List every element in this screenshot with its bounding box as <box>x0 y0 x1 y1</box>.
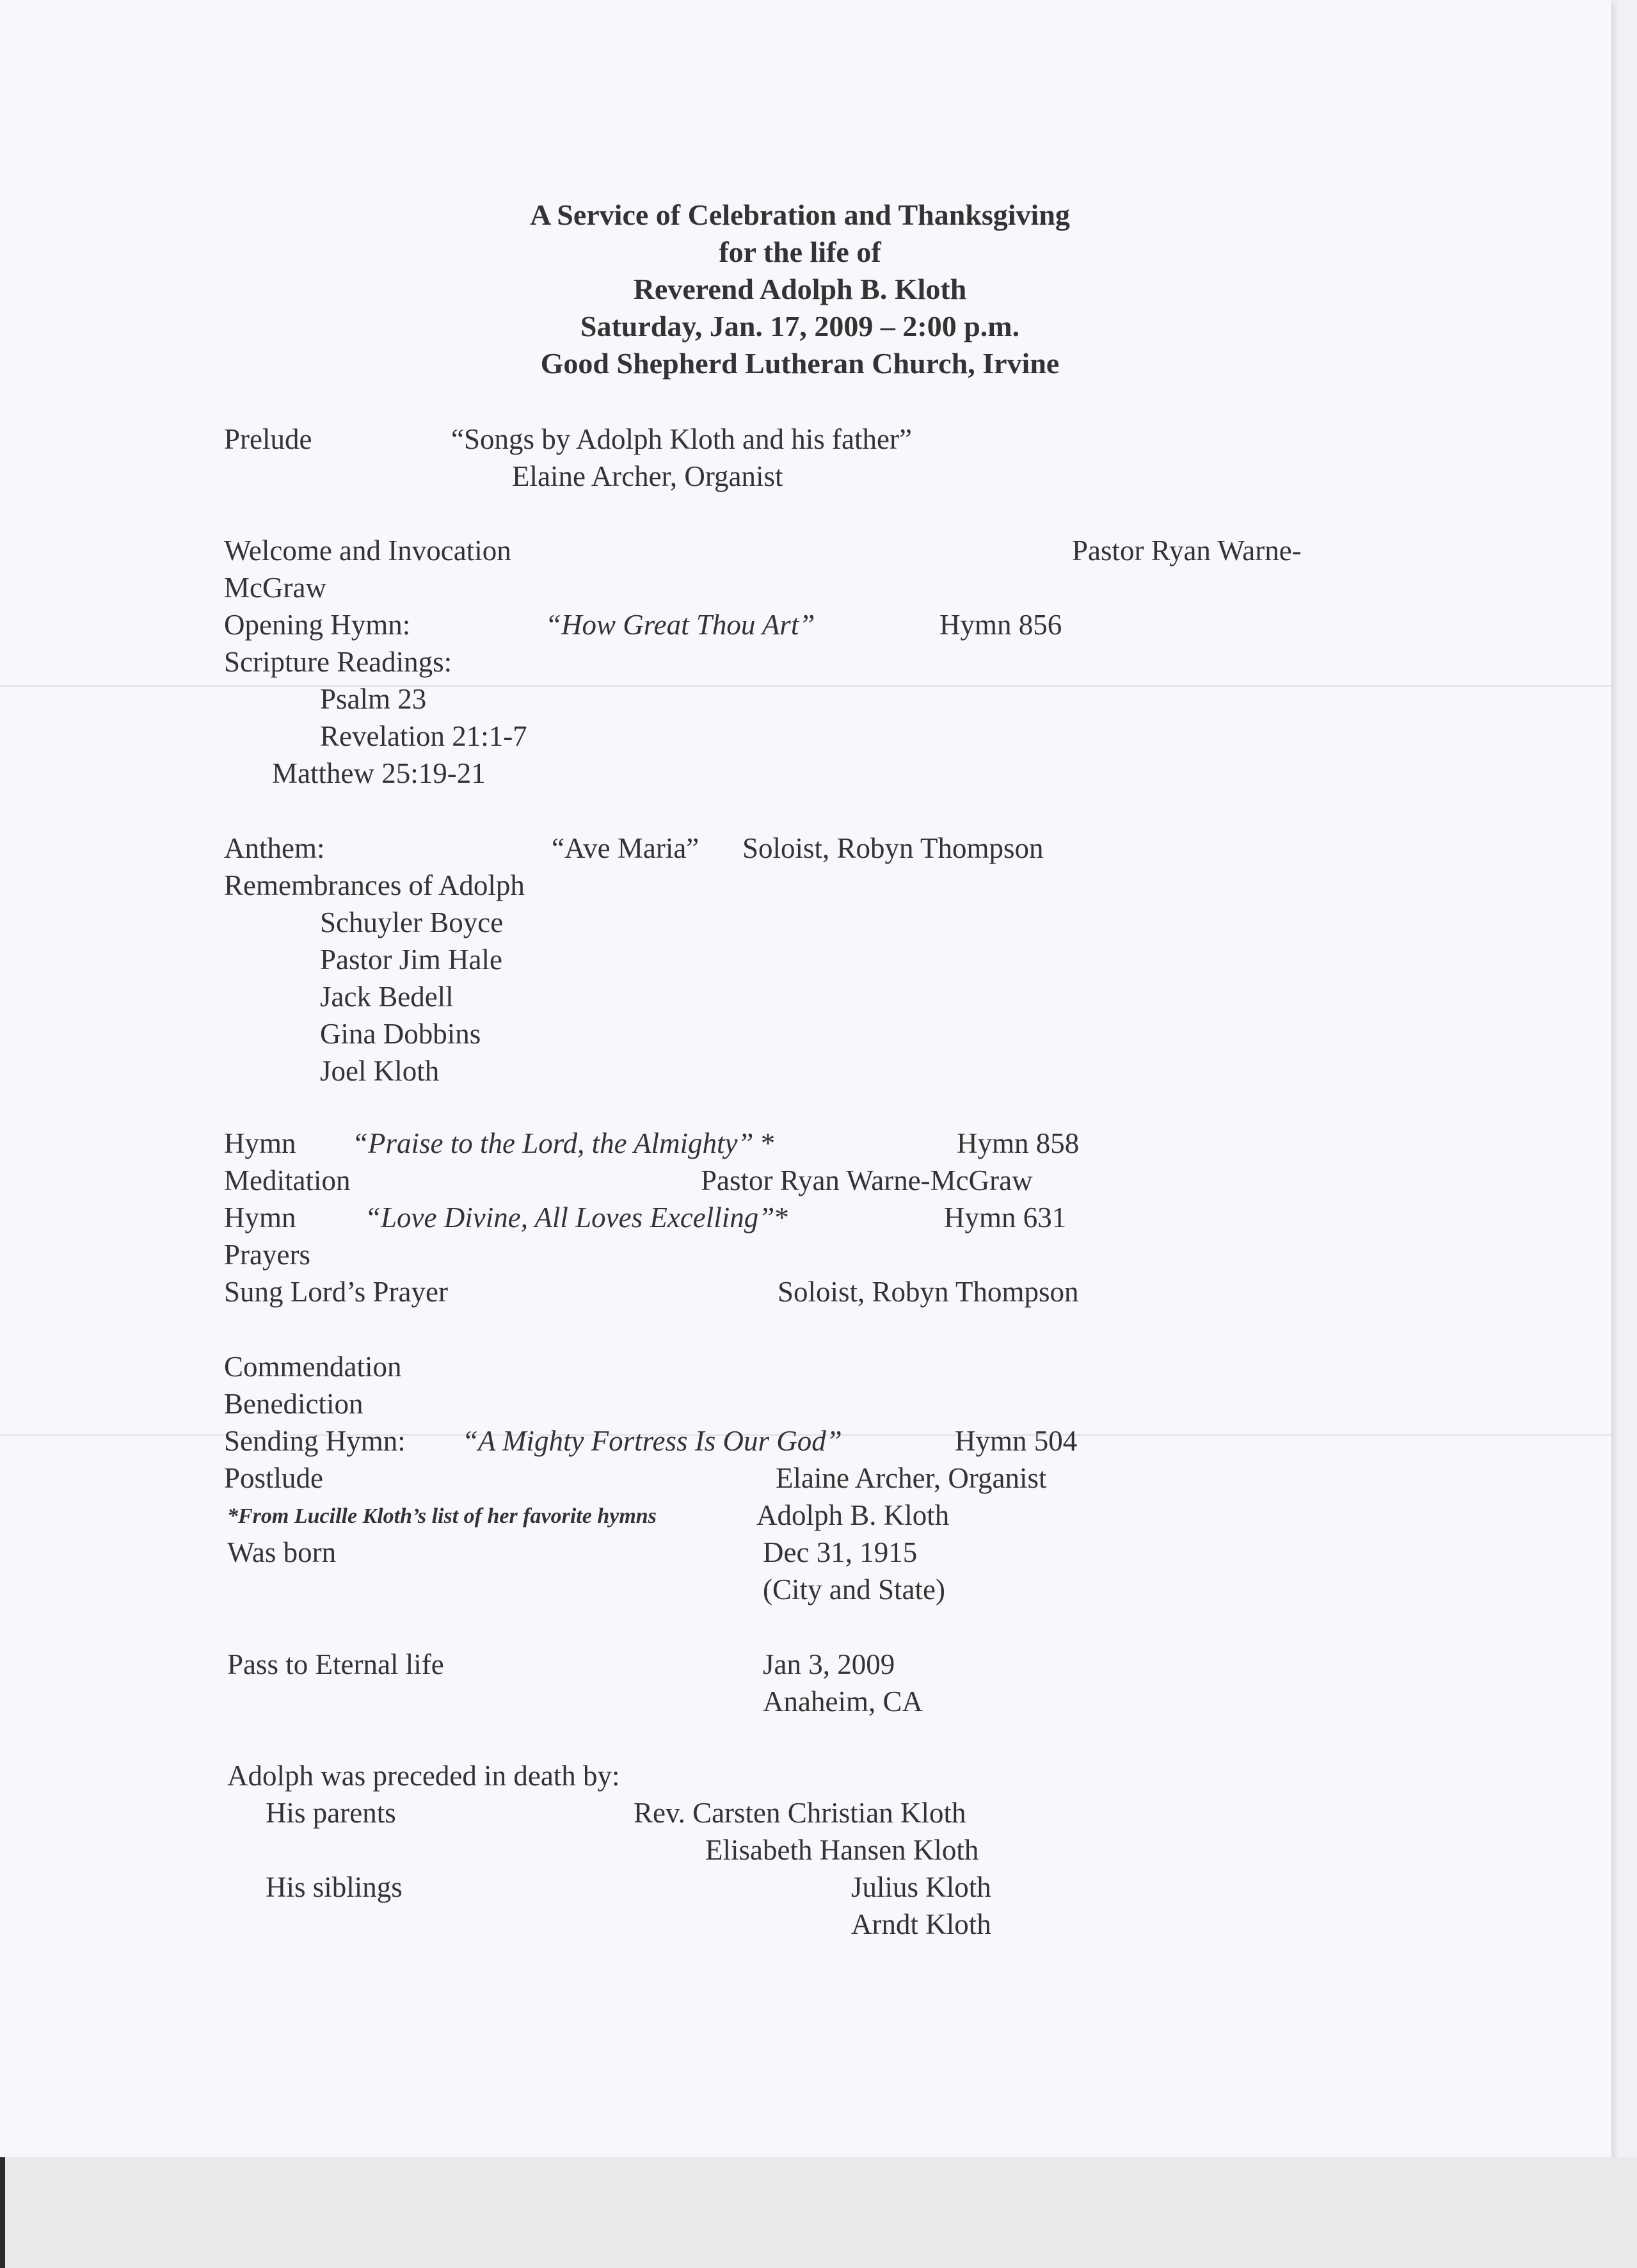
lords-prayer-label: Sung Lord’s Prayer <box>224 1276 448 1308</box>
birth-label: Was born <box>227 1536 337 1568</box>
anthem-label: Anthem: <box>224 832 325 864</box>
death-place: Anaheim, CA <box>763 1685 923 1717</box>
header-location: Good Shepherd Lutheran Church, Irvine <box>540 347 1060 380</box>
remembrance-speaker: Gina Dobbins <box>320 1018 481 1050</box>
remembrance-speaker: Jack Bedell <box>320 981 454 1013</box>
prelude-title: “Songs by Adolph Kloth and his father” <box>451 423 912 455</box>
header-date: Saturday, Jan. 17, 2009 – 2:00 p.m. <box>580 310 1020 342</box>
birth-place: (City and State) <box>763 1573 945 1605</box>
hymn-label: Hymn <box>224 1202 296 1234</box>
siblings-label: His siblings <box>266 1871 403 1903</box>
prelude-label: Prelude <box>224 423 312 455</box>
opening-hymn-number: Hymn 856 <box>939 609 1062 641</box>
opening-hymn-title: “How Great Thou Art” <box>545 609 815 641</box>
sending-hymn-label: Sending Hymn: <box>224 1425 406 1457</box>
benediction-label: Benediction <box>224 1388 363 1420</box>
hymn-title: “Praise to the Lord, the Almighty” * <box>352 1127 776 1159</box>
welcome-label: Welcome and Invocation <box>224 535 511 567</box>
postlude-performer: Elaine Archer, Organist <box>776 1462 1047 1494</box>
prelude-performer: Elaine Archer, Organist <box>512 460 783 492</box>
commendation-label: Commendation <box>224 1351 402 1383</box>
parent-name: Rev. Carsten Christian Kloth <box>634 1797 966 1829</box>
header-subtitle: for the life of <box>719 236 881 268</box>
postlude-label: Postlude <box>224 1462 324 1494</box>
welcome-leader-cont: McGraw <box>224 572 326 604</box>
remembrances-label: Remembrances of Adolph <box>224 869 525 901</box>
death-label: Pass to Eternal life <box>227 1648 444 1680</box>
birth-date: Dec 31, 1915 <box>763 1536 918 1568</box>
sending-hymn-number: Hymn 504 <box>955 1425 1078 1457</box>
deceased-name: Adolph B. Kloth <box>756 1499 950 1531</box>
parent-name: Elisabeth Hansen Kloth <box>705 1834 979 1866</box>
paper-fold <box>0 685 1611 687</box>
death-date: Jan 3, 2009 <box>763 1648 895 1680</box>
lords-prayer-performer: Soloist, Robyn Thompson <box>778 1276 1079 1308</box>
hymn-number: Hymn 631 <box>944 1202 1067 1234</box>
hymn-label: Hymn <box>224 1127 296 1159</box>
opening-hymn-label: Opening Hymn: <box>224 609 411 641</box>
scripture-reading: Psalm 23 <box>320 683 427 715</box>
header-title: A Service of Celebration and Thanksgiving <box>530 198 1070 231</box>
scripture-label: Scripture Readings: <box>224 646 452 678</box>
scripture-reading: Matthew 25:19-21 <box>272 757 486 789</box>
prayers-label: Prayers <box>224 1239 310 1271</box>
hymn-footnote: *From Lucille Kloth’s list of her favorite hymns <box>227 1504 657 1528</box>
scripture-reading: Revelation 21:1-7 <box>320 720 527 752</box>
sibling-name: Julius Kloth <box>851 1871 991 1903</box>
hymn-title: “Love Divine, All Loves Excelling”* <box>365 1202 789 1234</box>
sibling-name: Arndt Kloth <box>851 1908 991 1940</box>
welcome-leader: Pastor Ryan Warne- <box>1072 535 1302 567</box>
anthem-performer: Soloist, Robyn Thompson <box>742 832 1044 864</box>
meditation-leader: Pastor Ryan Warne-McGraw <box>701 1164 1033 1196</box>
header-name: Reverend Adolph B. Kloth <box>633 273 967 305</box>
parents-label: His parents <box>266 1797 396 1829</box>
anthem-title: “Ave Maria” <box>552 832 699 864</box>
sending-hymn-title: “A Mighty Fortress Is Our God” <box>462 1425 842 1457</box>
preceded-heading: Adolph was preceded in death by: <box>227 1760 620 1792</box>
scanner-background <box>0 2157 1637 2268</box>
remembrance-speaker: Pastor Jim Hale <box>320 944 502 976</box>
hymn-number: Hymn 858 <box>957 1127 1080 1159</box>
scanner-edge <box>0 2157 5 2268</box>
remembrance-speaker: Schuyler Boyce <box>320 906 504 938</box>
meditation-label: Meditation <box>224 1164 351 1196</box>
remembrance-speaker: Joel Kloth <box>320 1055 440 1087</box>
